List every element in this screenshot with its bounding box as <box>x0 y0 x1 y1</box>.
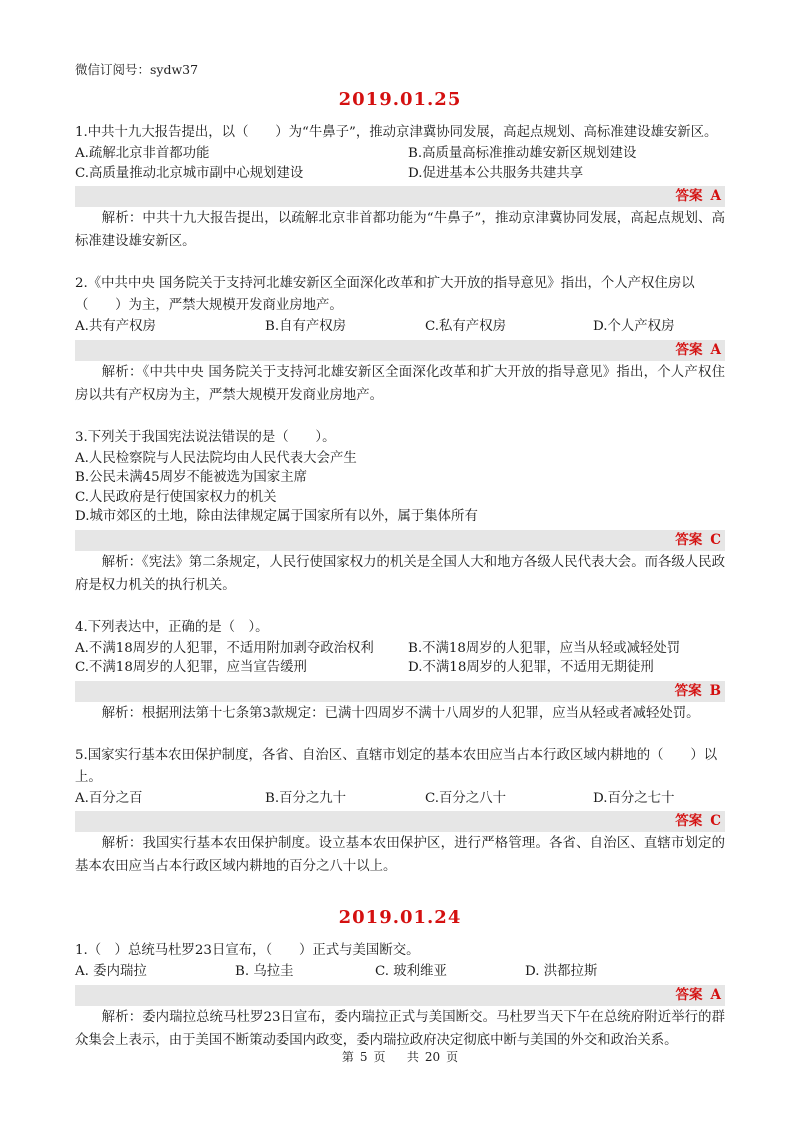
answer-letter: C <box>710 531 721 548</box>
answer-letter: B <box>709 682 721 699</box>
total-pages: 20 <box>424 1050 441 1064</box>
page-suffix: 页 <box>373 1050 386 1064</box>
option-d: D.个人产权房 <box>593 319 675 334</box>
option-c: C.人民政府是行使国家权力的机关 <box>75 489 277 505</box>
analysis-text: 解析：《宪法》第二条规定，人民行使国家权力的机关是全国人大和地方各级人民代表大会。而各级人民政府是权力机关的执行机关。 <box>75 554 725 593</box>
answer-label: 答案 <box>675 341 703 358</box>
question-stem: 2.《中共中央 国务院关于支持河北雄安新区全面深化改革和扩大开放的指导意见》指出，个人产权住房以（ ）为主，严禁大规模开发商业房地产。 <box>75 276 695 313</box>
answer-bar <box>75 530 725 551</box>
question-stem: 1.中共十九大报告提出，以（ ）为“牛鼻子”，推动京津冀协同发展，高起点规划、高标准建设雄安新区。 <box>75 125 718 140</box>
answer-letter: A <box>710 188 721 204</box>
question-stem: 5.国家实行基本农田保护制度，各省、自治区、直辖市划定的基本农田应当占本行政区域内耕地的（ ）以上。 <box>75 747 718 785</box>
answer-letter: A <box>710 986 721 1003</box>
answer-label: 答案 <box>674 682 702 699</box>
answer-letter: C <box>710 813 721 829</box>
answer-letter: A <box>710 341 721 358</box>
analysis-text: 解析：我国实行基本农田保护制度。设立基本农田保护区，进行严格管理。各省、自治区、直辖市划定的基本农田应当占本行政区域内耕地的百分之八十以上。 <box>75 836 725 874</box>
answer-label: 答案 <box>675 531 703 548</box>
analysis-text: 解析：委内瑞拉总统马杜罗23日宣布，委内瑞拉正式与美国断交。马杜罗当天下午在总统府附近举行的群众集会上表示，由于美国不断策动委国内政变，委内瑞拉政府决定彻底中断与美国的外交和政治关系。 <box>75 1009 725 1048</box>
question-stem: 3.下列关于我国宪法说法错误的是（ ）。 <box>75 429 336 445</box>
total-suffix: 页 <box>446 1050 459 1064</box>
option-b: B.不满18周岁的人犯罪，应当从轻或减轻处罚 <box>408 640 681 656</box>
option-b: B.百分之九十 <box>265 790 347 806</box>
option-b: B. 乌拉圭 <box>235 964 294 979</box>
question-1 <box>75 940 725 1052</box>
answer-label: 答案 <box>675 188 703 204</box>
answer-bar <box>75 186 725 207</box>
answer-bar <box>75 811 725 832</box>
answer-bar <box>75 681 725 702</box>
analysis-text: 解析：《中共中央 国务院关于支持河北雄安新区全面深化改革和扩大开放的指导意见》指出，个人产权住房以共有产权房为主，严禁大规模开发商业房地产。 <box>75 364 725 403</box>
option-a: A.疏解北京非首都功能 <box>75 146 210 161</box>
answer-label: 答案 <box>675 813 703 829</box>
option-a: A.百分之百 <box>75 790 143 806</box>
date-heading: 2019.01.25 <box>338 89 462 110</box>
question-5 <box>75 745 725 879</box>
option-b: B.自有产权房 <box>265 319 347 334</box>
option-b: B.高质量高标准推动雄安新区规划建设 <box>408 146 637 161</box>
answer-bar <box>75 985 725 1006</box>
option-d: D.不满18周岁的人犯罪，不适用无期徒刑 <box>408 660 654 675</box>
option-d: D.城市郊区的土地，除由法律规定属于国家所有以外，属于集体所有 <box>75 509 478 524</box>
analysis-text: 解析：中共十九大报告提出，以疏解北京非首都功能为“牛鼻子”，推动京津冀协同发展，高起点规划、高标准建设雄安新区。 <box>75 211 725 249</box>
option-c: C. 玻利维亚 <box>375 964 447 979</box>
options <box>75 317 725 337</box>
option-b: B.公民未满45周岁不能被选为国家主席 <box>75 470 307 485</box>
date-heading: 2019.01.24 <box>338 907 462 928</box>
total-prefix: 共 <box>406 1050 419 1064</box>
option-a: A.人民检察院与人民法院均由人民代表大会产生 <box>75 450 357 466</box>
option-c: C.百分之八十 <box>425 790 506 806</box>
content-area <box>75 86 725 1052</box>
answer-bar <box>75 340 725 361</box>
option-c: C.高质量推动北京城市副中心规划建设 <box>75 165 304 181</box>
option-c: C.不满18周岁的人犯罪，应当宣告缓刑 <box>75 660 307 675</box>
question-stem: 1.（ ）总统马杜罗23日宣布，（ ）正式与美国断交。 <box>75 943 420 958</box>
answer-label: 答案 <box>675 986 703 1003</box>
option-a: A. 委内瑞拉 <box>75 964 147 979</box>
options <box>75 639 725 678</box>
analysis-text: 解析：根据刑法第十七条第3款规定：已满十四周岁不满十八周岁的人犯罪，应当从轻或者减轻处罚。 <box>101 705 700 721</box>
options <box>75 789 725 809</box>
wechat-header: 微信订阅号：sydw37 <box>75 62 199 77</box>
options <box>75 144 725 183</box>
option-d: D. 洪都拉斯 <box>525 964 598 979</box>
option-d: D.促进基本公共服务共建共享 <box>408 165 584 181</box>
page-footer <box>0 1048 800 1065</box>
question-3 <box>75 427 725 597</box>
question-1 <box>75 122 725 253</box>
page-number: 5 <box>359 1050 368 1064</box>
options <box>75 449 725 527</box>
option-a: A.不满18周岁的人犯罪，不适用附加剥夺政治权利 <box>75 640 374 656</box>
page-prefix: 第 <box>341 1050 354 1064</box>
option-c: C.私有产权房 <box>425 319 506 334</box>
question-4 <box>75 617 725 725</box>
question-stem: 4.下列表达中，正确的是（ ）。 <box>75 619 269 635</box>
option-d: D.百分之七十 <box>593 790 675 806</box>
option-a: A.共有产权房 <box>75 319 156 334</box>
question-2 <box>75 273 725 407</box>
options <box>75 962 725 982</box>
